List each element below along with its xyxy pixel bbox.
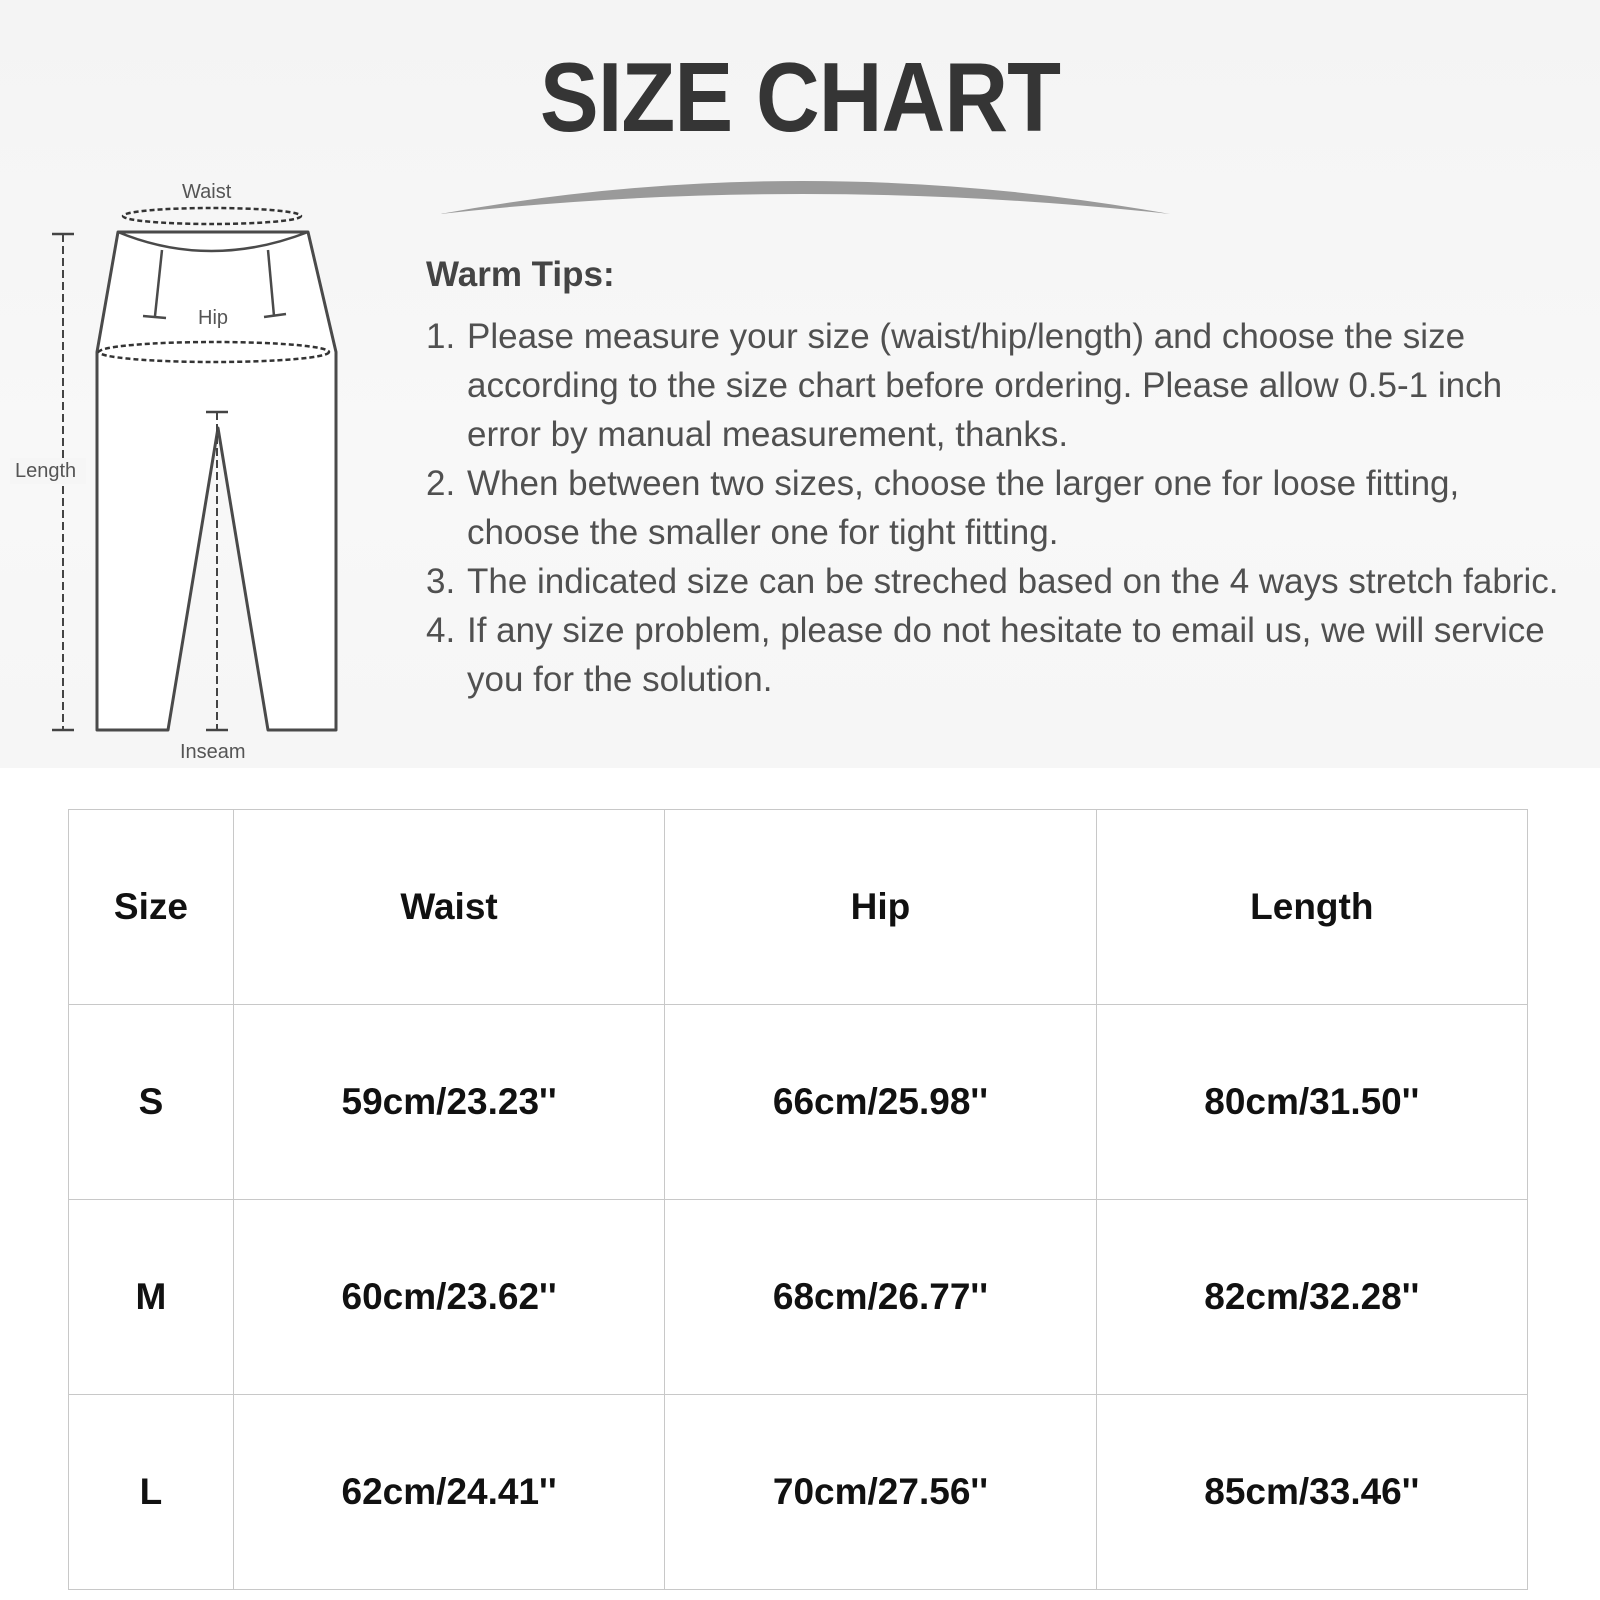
tip-text: Please measure your size (waist/hip/length) and choose the size according to the size chart before ordering. Please allow 0.5-1 inch error by manual measurement, thanks. <box>467 317 1503 454</box>
cell-waist: 59cm/23.23'' <box>233 1005 664 1200</box>
cell-hip: 68cm/26.77'' <box>665 1200 1096 1395</box>
cell-hip: 70cm/27.56'' <box>665 1395 1096 1590</box>
tips-list <box>426 312 1566 704</box>
header-hip: Hip <box>665 810 1096 1005</box>
leggings-measurement-diagram <box>0 180 360 770</box>
tip-number: 1. <box>426 317 456 356</box>
header-size: Size <box>69 810 234 1005</box>
tip-text: When between two sizes, choose the larger one for loose fitting, choose the smaller one for tight fitting. <box>467 464 1460 552</box>
size-table <box>68 809 1528 1579</box>
cell-length: 82cm/32.28'' <box>1096 1200 1527 1395</box>
title-underline-swoosh <box>440 168 1170 218</box>
tip-item <box>426 459 1566 557</box>
warm-tips <box>426 250 1566 704</box>
tip-item <box>426 606 1566 704</box>
tip-number: 3. <box>426 562 456 601</box>
tip-item <box>426 312 1566 459</box>
cell-size: S <box>69 1005 234 1200</box>
table-row <box>69 1395 1528 1590</box>
cell-waist: 60cm/23.62'' <box>233 1200 664 1395</box>
header-length: Length <box>1096 810 1527 1005</box>
tip-number: 4. <box>426 611 456 650</box>
tip-text: The indicated size can be streched based on the 4 ways stretch fabric. <box>467 562 1559 601</box>
length-label: Length <box>15 460 77 482</box>
table-row <box>69 1005 1528 1200</box>
tips-heading: Warm Tips: <box>426 255 615 294</box>
hip-label: Hip <box>198 307 229 329</box>
waist-measure-ellipse <box>123 208 301 224</box>
header-waist: Waist <box>233 810 664 1005</box>
cell-waist: 62cm/24.41'' <box>233 1395 664 1590</box>
table-row <box>69 1200 1528 1395</box>
table-header-row <box>69 810 1528 1005</box>
page-title: SIZE CHART <box>539 42 1061 152</box>
cell-length: 85cm/33.46'' <box>1096 1395 1527 1590</box>
tip-item <box>426 557 1566 606</box>
waist-label: Waist <box>182 181 232 203</box>
tip-text: If any size problem, please do not hesitate to email us, we will service you for the solution. <box>467 611 1545 699</box>
info-panel <box>0 0 1600 768</box>
cell-size: L <box>69 1395 234 1590</box>
cell-size: M <box>69 1200 234 1395</box>
cell-length: 80cm/31.50'' <box>1096 1005 1527 1200</box>
tip-number: 2. <box>426 464 456 503</box>
inseam-label: Inseam <box>180 741 246 763</box>
cell-hip: 66cm/25.98'' <box>665 1005 1096 1200</box>
